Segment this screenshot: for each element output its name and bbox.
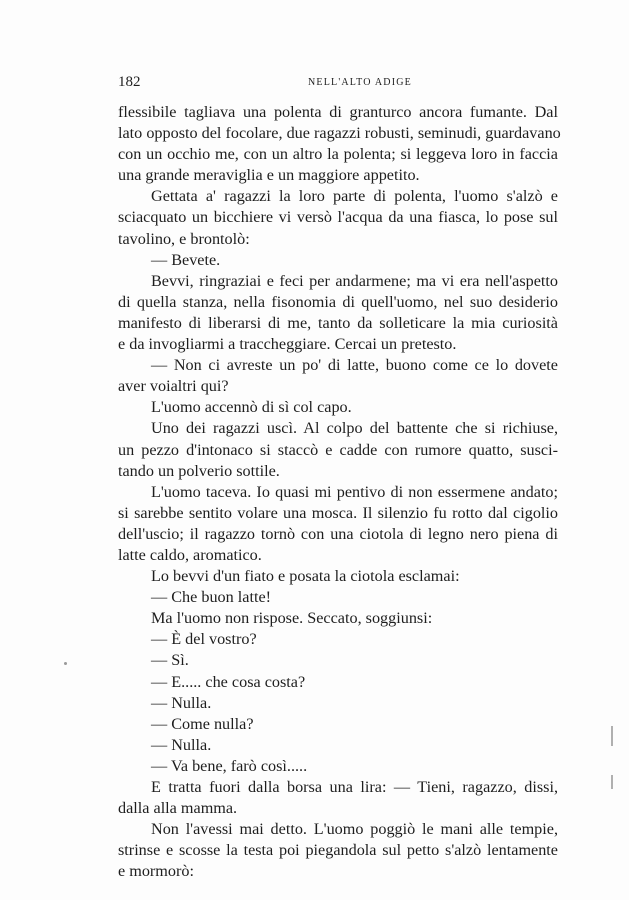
text-line: — È del vostro? [151, 630, 257, 649]
text-line: — Nulla. [151, 693, 212, 712]
scan-edge-mark [611, 726, 613, 746]
text-line: — Sì. [151, 651, 189, 670]
body-text [118, 102, 561, 882]
text-line: dell'uscio; il ragazzo tornò con una ciotola di legno nero piena di [118, 524, 558, 543]
text-line: e da invogliarmi a traccheggiare. Cercai un pretesto. [118, 335, 457, 354]
text-line: — Va bene, farò così..... [151, 756, 308, 775]
text-line: manifesto di liberarsi di me, tanto da solleticare la mia curiosità [118, 313, 558, 332]
text-line: un pezzo d'intonaco si staccò e cadde con rumore quatto, susci- [118, 440, 558, 459]
scan-speck [64, 662, 67, 665]
text-line: Bevvi, ringraziai e feci per andarmene; ma vi era nell'aspetto [151, 271, 558, 290]
text-line: latte caldo, aromatico. [118, 545, 262, 564]
text-line: — Nulla. [151, 735, 212, 754]
scan-edge-mark [611, 775, 613, 789]
text-line: tavolino, e brontolò: [118, 229, 250, 248]
running-title: NELL'ALTO ADIGE [308, 77, 412, 88]
text-line: tando un polverio sottile. [118, 461, 280, 480]
text-line: dalla alla mamma. [118, 799, 238, 818]
text-line: — Non ci avreste un po' di latte, buono come ce lo dovete [151, 356, 558, 375]
text-line: strinse e scosse la testa poi piegandola sul petto s'alzò lentamente [118, 841, 558, 860]
text-line: — Bevete. [151, 250, 221, 269]
text-line: — E..... che cosa costa? [151, 672, 306, 691]
text-line: con un occhio me, con un altro la polenta; si leggeva loro in faccia [118, 145, 558, 164]
text-line: e mormorò: [118, 862, 194, 881]
text-line: — Che buon latte! [151, 588, 272, 607]
text-line: E tratta fuori dalla borsa una lira: — Tieni, ragazzo, dissi, [151, 778, 558, 796]
text-line: aver voialtri qui? [118, 377, 229, 396]
text-line: Non l'avessi mai detto. L'uomo poggiò le mani alle tempie, [151, 820, 558, 839]
text-line: Ma l'uomo non rispose. Seccato, soggiunsi: [151, 609, 433, 628]
text-line: lato opposto del focolare, due ragazzi robusti, seminudi, guardavano [118, 124, 561, 143]
text-line: L'uomo taceva. Io quasi mi pentivo di non essermene andato; [151, 482, 558, 501]
text-line: una grande meraviglia e un maggiore appetito. [118, 166, 420, 185]
text-line: flessibile tagliava una polenta di granturco ancora fumante. Dal [118, 103, 558, 121]
text-line: sciacquato un bicchiere vi versò l'acqua da una fiasca, lo pose sul [118, 208, 558, 227]
text-line: — Come nulla? [151, 714, 254, 733]
running-head [118, 74, 558, 94]
text-line: si sarebbe sentito volare una mosca. Il silenzio fu rotto dal cigolio [118, 503, 558, 522]
text-line: L'uomo accennò di sì col capo. [151, 398, 352, 417]
text-line: di quella stanza, nella fisonomia di quell'uomo, nel suo desiderio [118, 292, 558, 311]
text-line: Uno dei ragazzi uscì. Al colpo del battente che si richiuse, [151, 419, 558, 438]
page-number: 182 [118, 74, 141, 90]
text-line: Gettata a' ragazzi la loro parte di polenta, l'uomo s'alzò e [151, 187, 558, 206]
text-line: Lo bevvi d'un fiato e posata la ciotola esclamai: [151, 567, 460, 586]
